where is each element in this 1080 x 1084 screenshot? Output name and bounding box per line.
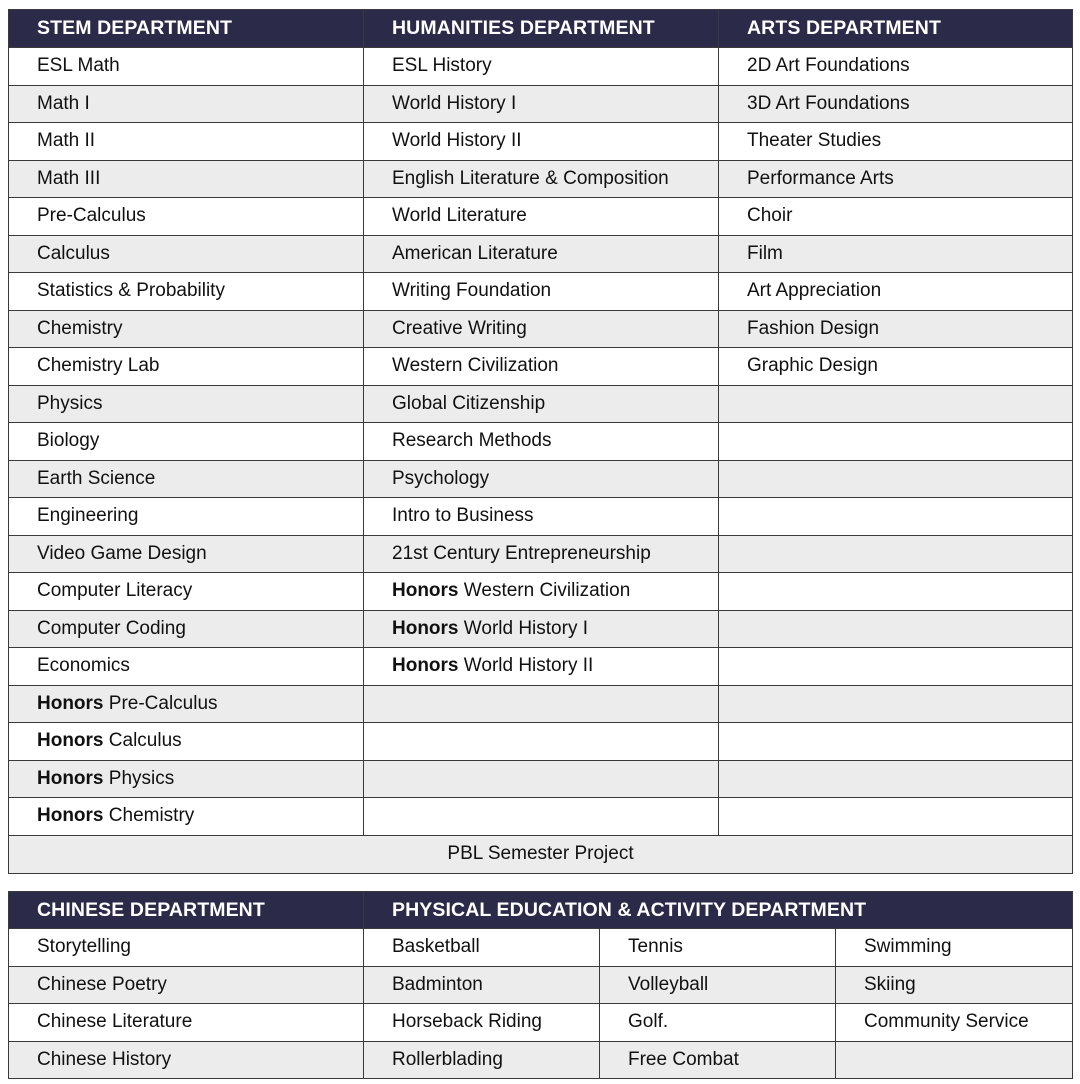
course-table-main <box>8 9 1073 874</box>
empty-cell <box>364 760 719 798</box>
table-row <box>9 1004 1073 1042</box>
course-rows <box>9 48 1073 836</box>
stem-course: ESL Math <box>9 48 364 86</box>
empty-cell <box>364 685 719 723</box>
table-row <box>9 235 1073 273</box>
stem-course: Biology <box>9 423 364 461</box>
humanities-course <box>364 573 719 611</box>
stem-course: Math II <box>9 123 364 161</box>
stem-course <box>9 798 364 836</box>
table-row <box>9 123 1073 161</box>
header-row <box>9 892 1073 929</box>
stem-course: Pre-Calculus <box>9 198 364 236</box>
pbl-semester-project: PBL Semester Project <box>9 835 1073 873</box>
humanities-course: World History II <box>364 123 719 161</box>
humanities-course: Intro to Business <box>364 498 719 536</box>
humanities-course: Writing Foundation <box>364 273 719 311</box>
chinese-course: Chinese Poetry <box>9 966 364 1004</box>
course-name: World History II <box>463 655 594 677</box>
table-row <box>9 573 1073 611</box>
pe-activity: Free Combat <box>600 1041 836 1079</box>
humanities-course: Research Methods <box>364 423 719 461</box>
arts-course: Fashion Design <box>719 310 1073 348</box>
course-name: Calculus <box>108 730 182 752</box>
stem-course <box>9 760 364 798</box>
empty-cell <box>719 648 1073 686</box>
empty-cell <box>719 723 1073 761</box>
table-row <box>9 723 1073 761</box>
honors-label: Honors <box>37 692 104 714</box>
course-name: Western Civilization <box>463 580 631 602</box>
pe-activity: Community Service <box>836 1004 1073 1042</box>
humanities-course: American Literature <box>364 235 719 273</box>
honors-label: Honors <box>392 655 459 677</box>
table-row <box>9 966 1073 1004</box>
stem-course: Engineering <box>9 498 364 536</box>
course-name: World History I <box>463 617 589 639</box>
header-row <box>9 10 1073 48</box>
arts-course: Performance Arts <box>719 160 1073 198</box>
table-row <box>9 310 1073 348</box>
empty-cell <box>719 460 1073 498</box>
humanities-course: 21st Century Entrepreneurship <box>364 535 719 573</box>
honors-label: Honors <box>37 767 104 789</box>
stem-course: Computer Literacy <box>9 573 364 611</box>
pe-activity: Basketball <box>364 929 600 967</box>
humanities-course: Creative Writing <box>364 310 719 348</box>
table-row <box>9 798 1073 836</box>
table-row <box>9 85 1073 123</box>
stem-course: Chemistry <box>9 310 364 348</box>
pe-activity: Volleyball <box>600 966 836 1004</box>
empty-cell <box>719 385 1073 423</box>
course-name: Chemistry <box>108 805 195 827</box>
empty-cell <box>719 760 1073 798</box>
stem-course: Statistics & Probability <box>9 273 364 311</box>
arts-course: 2D Art Foundations <box>719 48 1073 86</box>
pe-activity: Skiing <box>836 966 1073 1004</box>
empty-cell <box>364 723 719 761</box>
empty-cell <box>719 610 1073 648</box>
empty-cell <box>719 498 1073 536</box>
table-row <box>9 929 1073 967</box>
empty-cell <box>719 798 1073 836</box>
empty-cell <box>719 423 1073 461</box>
arts-course: Graphic Design <box>719 348 1073 386</box>
pe-activity: Swimming <box>836 929 1073 967</box>
arts-course: 3D Art Foundations <box>719 85 1073 123</box>
stem-course: Video Game Design <box>9 535 364 573</box>
stem-course: Earth Science <box>9 460 364 498</box>
header-chinese-department: CHINESE DEPARTMENT <box>9 892 364 929</box>
pe-activity: Golf. <box>600 1004 836 1042</box>
chinese-course: Storytelling <box>9 929 364 967</box>
table-row <box>9 685 1073 723</box>
table-row <box>9 198 1073 236</box>
table-row <box>9 760 1073 798</box>
stem-course: Math III <box>9 160 364 198</box>
honors-label: Honors <box>392 580 459 602</box>
footer-row <box>9 835 1073 873</box>
arts-course: Film <box>719 235 1073 273</box>
header-humanities-department: HUMANITIES DEPARTMENT <box>364 10 719 48</box>
stem-course: Chemistry Lab <box>9 348 364 386</box>
pe-activity: Tennis <box>600 929 836 967</box>
stem-course <box>9 723 364 761</box>
humanities-course: ESL History <box>364 48 719 86</box>
humanities-course <box>364 648 719 686</box>
honors-label: Honors <box>37 805 104 827</box>
table-row <box>9 498 1073 536</box>
empty-cell <box>719 535 1073 573</box>
stem-course: Calculus <box>9 235 364 273</box>
humanities-course: World Literature <box>364 198 719 236</box>
humanities-course: Psychology <box>364 460 719 498</box>
arts-course: Theater Studies <box>719 123 1073 161</box>
chinese-course: Chinese Literature <box>9 1004 364 1042</box>
table-row <box>9 460 1073 498</box>
pe-activity: Badminton <box>364 966 600 1004</box>
course-name: Physics <box>108 767 175 789</box>
header-stem-department: STEM DEPARTMENT <box>9 10 364 48</box>
empty-cell <box>719 573 1073 611</box>
course-table-secondary <box>8 891 1073 1079</box>
table-row <box>9 48 1073 86</box>
table-row <box>9 423 1073 461</box>
humanities-course: Western Civilization <box>364 348 719 386</box>
stem-course: Economics <box>9 648 364 686</box>
empty-cell <box>364 798 719 836</box>
table-row <box>9 160 1073 198</box>
table-row <box>9 1041 1073 1079</box>
table-row <box>9 385 1073 423</box>
arts-course: Choir <box>719 198 1073 236</box>
table-row <box>9 535 1073 573</box>
course-name: Pre-Calculus <box>108 692 218 714</box>
stem-course: Math I <box>9 85 364 123</box>
humanities-course: English Literature & Composition <box>364 160 719 198</box>
stem-course <box>9 685 364 723</box>
activity-rows <box>9 929 1073 1079</box>
table-row <box>9 610 1073 648</box>
table-row <box>9 648 1073 686</box>
empty-cell <box>836 1041 1073 1079</box>
honors-label: Honors <box>37 730 104 752</box>
stem-course: Physics <box>9 385 364 423</box>
header-arts-department: ARTS DEPARTMENT <box>719 10 1073 48</box>
humanities-course: World History I <box>364 85 719 123</box>
header-pe-activity-department: PHYSICAL EDUCATION & ACTIVITY DEPARTMENT <box>364 892 1073 929</box>
humanities-course <box>364 610 719 648</box>
table-row <box>9 348 1073 386</box>
arts-course: Art Appreciation <box>719 273 1073 311</box>
pe-activity: Rollerblading <box>364 1041 600 1079</box>
humanities-course: Global Citizenship <box>364 385 719 423</box>
honors-label: Honors <box>392 617 459 639</box>
empty-cell <box>719 685 1073 723</box>
pe-activity: Horseback Riding <box>364 1004 600 1042</box>
stem-course: Computer Coding <box>9 610 364 648</box>
chinese-course: Chinese History <box>9 1041 364 1079</box>
table-row <box>9 273 1073 311</box>
